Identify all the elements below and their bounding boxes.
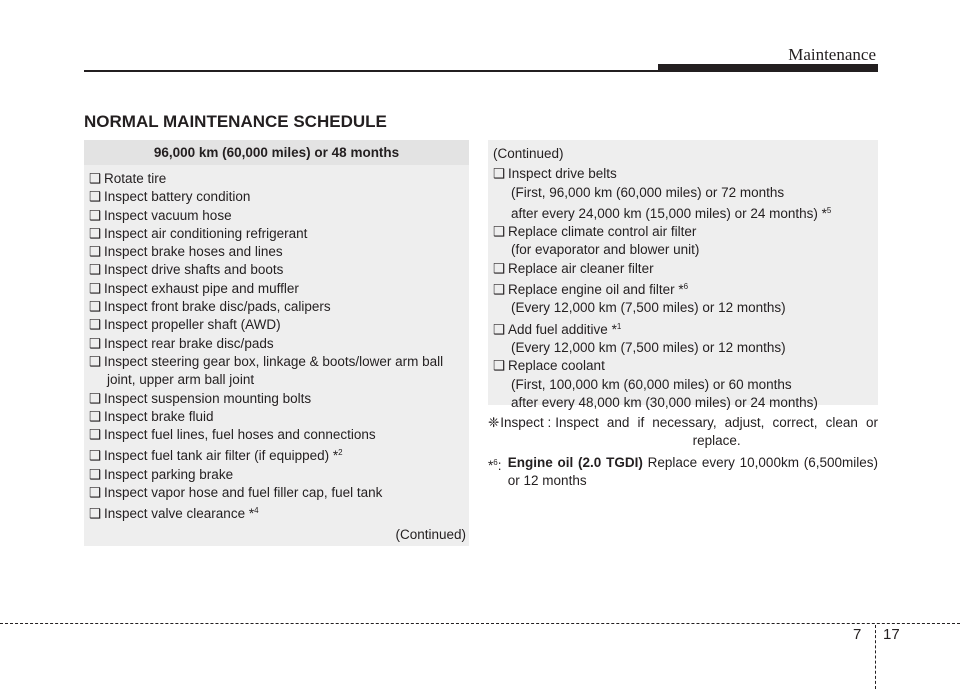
list-item (89, 426, 469, 444)
list-item-label: Inspect exhaust pipe and muffler (104, 280, 299, 296)
inspect-note (488, 414, 878, 451)
inspect-symbol: ❈ (488, 415, 500, 430)
list-item-label: Inspect drive belts (508, 166, 617, 182)
inspect-text: Inspect and if necessary, adjust, correct, clean or replace. (555, 415, 878, 449)
notes (488, 414, 878, 490)
list-item-label: Inspect brake fluid (104, 408, 214, 424)
checkbox-icon: ❑ (493, 282, 506, 298)
list-item (493, 260, 878, 278)
checkbox-icon: ❑ (89, 189, 102, 205)
header-rule-thick (658, 64, 878, 72)
header-rule (84, 70, 664, 72)
list-item-label: Inspect brake hoses and lines (104, 244, 283, 260)
footnote-text: Replace every 10,000km (6,500miles) or 12 months (507, 454, 878, 488)
schedule-right-box (488, 140, 878, 410)
footnote-ref: 6 (683, 282, 689, 292)
list-item-label: Inspect front brake disc/pads, calipers (104, 299, 331, 315)
checkbox-icon: ❑ (89, 262, 102, 278)
list-item-label: Replace engine oil and filter * (508, 282, 684, 298)
list-item (493, 357, 878, 375)
section-title: Maintenance (788, 45, 876, 64)
checkbox-icon: ❑ (89, 390, 102, 406)
checkbox-icon: ❑ (89, 335, 102, 351)
list-item-label: Inspect parking brake (104, 466, 234, 482)
checkbox-icon: ❑ (89, 506, 102, 522)
list-item-continuation: joint, upper arm ball joint (107, 372, 255, 388)
page-title: NORMAL MAINTENANCE SCHEDULE (84, 112, 387, 131)
list-item (89, 353, 469, 371)
footnote-bold: Engine oil (2.0 TGDI) (507, 454, 643, 470)
checkbox-icon: ❑ (89, 317, 102, 333)
list-item (493, 165, 878, 183)
schedule-heading: 96,000 km (60,000 miles) or 48 months (84, 140, 469, 165)
list-item-label: Inspect fuel lines, fuel hoses and connections (104, 427, 376, 443)
list-item-detail: (Every 12,000 km (7,500 miles) or 12 months) (511, 339, 786, 355)
list-item-label: Replace climate control air filter (508, 224, 697, 240)
list-item-label: Rotate tire (104, 171, 167, 186)
list-item (89, 261, 469, 279)
footer-divider (875, 625, 876, 689)
list-item-detail: (First, 100,000 km (60,000 miles) or 60 months (511, 376, 792, 392)
checkbox-icon: ❑ (89, 207, 102, 223)
checkbox-icon: ❑ (89, 466, 102, 482)
checkbox-icon: ❑ (89, 448, 102, 464)
list-item-label: Inspect suspension mounting bolts (104, 390, 312, 406)
list-item (89, 298, 469, 316)
list-item-label: Inspect battery condition (104, 189, 251, 205)
list-item (89, 484, 469, 502)
footnote-ref: 5 (826, 205, 832, 215)
schedule-right-list (488, 165, 878, 412)
checkbox-icon: ❑ (89, 280, 102, 296)
footnote-ref: 2 (338, 448, 343, 458)
continued-label: (Continued) (493, 146, 564, 161)
list-item (89, 444, 469, 465)
checkbox-icon: ❑ (89, 485, 102, 501)
list-item-label: Inspect propeller shaft (AWD) (104, 317, 281, 333)
checkbox-icon: ❑ (493, 260, 506, 276)
list-item-label: Add fuel additive * (508, 321, 617, 337)
footnote-sup: 6 (493, 457, 498, 467)
checkbox-icon: ❑ (493, 358, 506, 374)
list-item-label: Replace coolant (508, 358, 605, 374)
continued-label: (Continued) (395, 527, 466, 542)
schedule-left-list (84, 165, 469, 524)
list-item (89, 408, 469, 426)
list-item-label: Inspect vacuum hose (104, 207, 232, 223)
list-item (89, 502, 469, 523)
list-item-label: Inspect fuel tank air filter (if equipped) * (104, 448, 339, 464)
checkbox-icon: ❑ (89, 171, 102, 186)
list-item-label: Inspect rear brake disc/pads (104, 335, 274, 351)
list-item-detail: (Every 12,000 km (7,500 miles) or 12 months) (511, 300, 786, 316)
schedule-left-box (84, 140, 469, 546)
checkbox-icon: ❑ (493, 224, 506, 240)
list-item (89, 170, 469, 188)
list-item-label: Inspect valve clearance * (104, 506, 255, 522)
inspect-label: Inspect : (500, 415, 552, 430)
checkbox-icon: ❑ (89, 225, 102, 241)
list-item-detail: after every 24,000 km (15,000 miles) or 24 months) *$^5$ (511, 205, 832, 221)
list-item (89, 207, 469, 225)
footnote-ref: 1 (616, 321, 622, 331)
checkbox-icon: ❑ (89, 408, 102, 424)
checkbox-icon: ❑ (89, 299, 102, 315)
footer-rule (0, 623, 960, 624)
list-item-label: Inspect steering gear box, linkage & boots/lower arm ball (104, 353, 444, 369)
list-item-detail: (for evaporator and blower unit) (511, 242, 700, 258)
list-item-label: Inspect drive shafts and boots (104, 262, 284, 278)
list-item (89, 335, 469, 353)
list-item (89, 390, 469, 408)
list-item (89, 225, 469, 243)
list-item-label: Inspect air conditioning refrigerant (104, 225, 308, 241)
footnote-ref: 4 (254, 506, 259, 516)
list-item (89, 280, 469, 298)
list-item (89, 466, 469, 484)
list-item (493, 318, 878, 339)
checkbox-icon: ❑ (89, 353, 102, 369)
list-item (493, 278, 878, 299)
list-item-detail: (First, 96,000 km (60,000 miles) or 72 months (511, 184, 785, 200)
page-number: 17 (883, 626, 900, 643)
footnote-mark: * (488, 457, 494, 473)
list-item-detail: after every 48,000 km (30,000 miles) or 24 months) (511, 394, 818, 410)
list-item (493, 223, 878, 241)
checkbox-icon: ❑ (493, 166, 506, 182)
list-item-label: Inspect vapor hose and fuel filler cap, fuel tank (104, 485, 383, 501)
checkbox-icon: ❑ (89, 244, 102, 260)
footnote-colon: : (497, 457, 502, 473)
chapter-number: 7 (853, 626, 862, 643)
list-item-label: Replace air cleaner filter (508, 260, 654, 276)
list-item (89, 316, 469, 334)
footnote-6 (488, 454, 878, 491)
list-item (89, 243, 469, 261)
checkbox-icon: ❑ (493, 321, 506, 337)
list-item (89, 188, 469, 206)
checkbox-icon: ❑ (89, 427, 102, 443)
